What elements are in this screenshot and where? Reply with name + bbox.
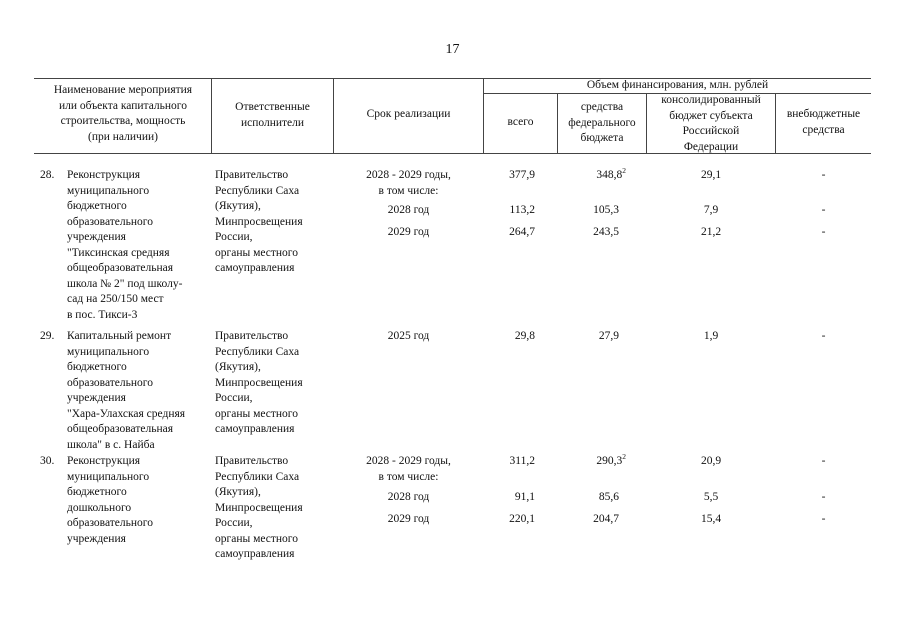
header-funding-group: Объем финансирования, млн. рублей <box>586 79 769 91</box>
row-number: 30. <box>40 455 55 467</box>
row-executors: Правительство Республики Саха (Якутия), Минпросвещения России, органы местного самоуправления <box>215 169 303 274</box>
row-total: 113,2 <box>509 204 535 216</box>
row-total: 264,7 <box>509 226 535 238</box>
federal-value: 290,3 <box>596 455 623 467</box>
row-extra: - <box>821 169 826 181</box>
row-executors: Правительство Республики Саха (Якутия), Минпросвещения России, органы местного самоуправления <box>215 455 303 560</box>
header-federal-col: средства федерального бюджета <box>568 101 636 144</box>
row-number: 28. <box>40 169 55 181</box>
page-number: 17 <box>445 42 460 57</box>
row-extra: - <box>821 226 826 238</box>
row-regional: 21,2 <box>700 226 722 238</box>
row-regional: 7,9 <box>703 204 719 216</box>
row-total: 311,2 <box>509 455 535 467</box>
row-extra: - <box>821 513 826 525</box>
row-period: 2028 год <box>387 491 430 503</box>
row-extra: - <box>821 455 826 467</box>
header-name-col: Наименование мероприятия или объекта капитального строительства, мощность (при наличии) <box>53 84 193 143</box>
header-extra-col: внебюджетные средства <box>786 108 861 136</box>
row-total: 377,9 <box>509 169 535 181</box>
footnote-mark: 2 <box>622 452 626 462</box>
row-federal: 204,7 <box>593 513 619 525</box>
row-regional: 1,9 <box>703 330 719 342</box>
row-federal: 85,6 <box>598 491 619 503</box>
header-executors-col: Ответственные исполнители <box>235 101 310 129</box>
row-extra: - <box>821 491 826 503</box>
row-federal: 105,3 <box>593 204 619 216</box>
header-total-col: всего <box>507 116 534 128</box>
row-federal <box>558 168 626 184</box>
row-executors: Правительство Республики Саха (Якутия), Минпросвещения России, органы местного самоуправления <box>215 330 303 435</box>
row-federal: 27,9 <box>598 330 619 342</box>
row-federal: 243,5 <box>593 226 619 238</box>
row-total: 220,1 <box>509 513 535 525</box>
row-regional: 5,5 <box>703 491 719 503</box>
row-extra: - <box>821 330 826 342</box>
row-number: 29. <box>40 330 55 342</box>
row-name: Капитальный ремонт муниципального бюджетного образовательного учреждения "Хара-Улахская средняя общеобразовательная школа" в с. Найба <box>67 330 186 451</box>
row-period: 2029 год <box>387 513 430 525</box>
row-name: Реконструкция муниципального бюджетного дошкольного образовательного учреждения <box>67 455 153 545</box>
row-period: 2029 год <box>387 226 430 238</box>
header-regional-col: консолидированный бюджет субъекта Российской Федерации <box>661 94 761 153</box>
footnote-mark: 2 <box>622 166 626 176</box>
row-period: 2025 год <box>387 330 430 342</box>
row-extra: - <box>821 204 826 216</box>
row-regional: 20,9 <box>700 455 722 467</box>
row-period: 2028 - 2029 годы, в том числе: <box>366 455 451 483</box>
row-regional: 15,4 <box>700 513 722 525</box>
row-period: 2028 - 2029 годы, в том числе: <box>366 169 451 197</box>
row-name: Реконструкция муниципального бюджетного образовательного учреждения "Тиксинская средняя общеобразовательная школа № 2" под школу- сад на 250/150 мест в пос. Тикси-3 <box>67 169 183 321</box>
header-period-col: Срок реализации <box>366 108 451 120</box>
row-period: 2028 год <box>387 204 430 216</box>
row-regional: 29,1 <box>700 169 722 181</box>
row-total: 91,1 <box>514 491 535 503</box>
row-total: 29,8 <box>514 330 535 342</box>
federal-value: 348,8 <box>596 169 623 181</box>
row-federal <box>558 454 626 470</box>
